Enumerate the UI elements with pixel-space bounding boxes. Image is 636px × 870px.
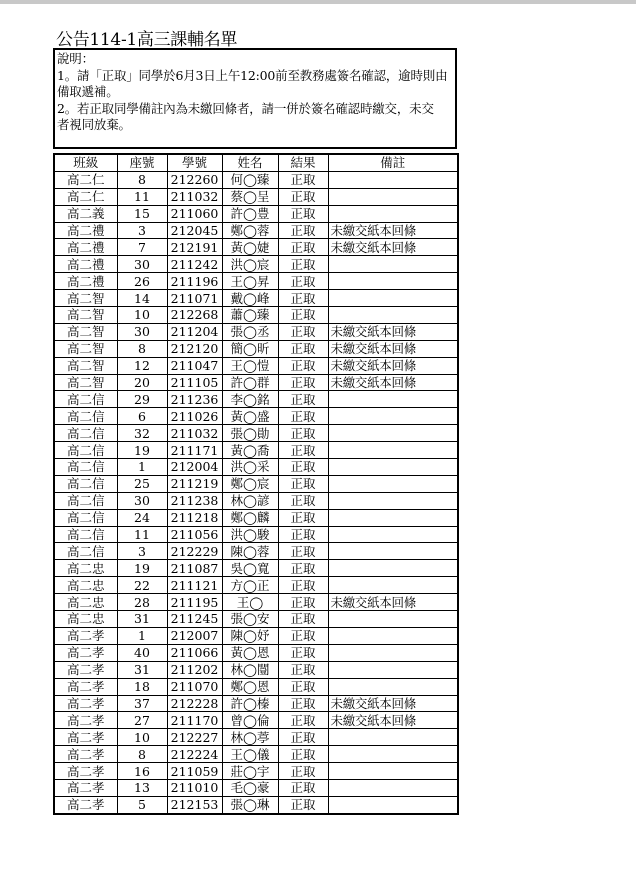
header-seat: 座號 [117, 154, 167, 171]
student-id-cell: 211032 [167, 188, 222, 205]
result-cell: 正取 [278, 712, 328, 729]
remark-cell: 未繳交紙本回條 [328, 222, 458, 239]
class-cell: 高二智 [54, 340, 117, 357]
result-cell: 正取 [278, 746, 328, 763]
table-row [54, 796, 458, 813]
result-cell: 正取 [278, 391, 328, 408]
result-cell: 正取 [278, 475, 328, 492]
remark-cell [328, 763, 458, 780]
result-cell: 正取 [278, 627, 328, 644]
result-cell: 正取 [278, 543, 328, 560]
remark-cell [328, 560, 458, 577]
student-id-cell: 211060 [167, 205, 222, 222]
result-cell: 正取 [278, 340, 328, 357]
name-cell: 洪◯采 [222, 459, 278, 476]
result-cell: 正取 [278, 256, 328, 273]
notes-line: 備取遞補。 [57, 84, 119, 99]
result-cell: 正取 [278, 307, 328, 324]
class-cell: 高二忠 [54, 594, 117, 611]
student-id-cell: 211202 [167, 661, 222, 678]
seat-cell: 1 [117, 459, 167, 476]
result-cell: 正取 [278, 408, 328, 425]
table-row [54, 779, 458, 796]
notes-line: 2。若正取同學備註內為未繳回條者，請一併於簽名確認時繳交，未交 [57, 100, 434, 116]
result-cell: 正取 [278, 374, 328, 391]
header-student-id: 學號 [167, 154, 222, 171]
seat-cell: 5 [117, 796, 167, 813]
class-cell: 高二仁 [54, 188, 117, 205]
seat-cell: 28 [117, 594, 167, 611]
seat-cell: 30 [117, 323, 167, 340]
remark-cell [328, 442, 458, 459]
class-cell: 高二智 [54, 357, 117, 374]
name-cell: 鄭◯恩 [222, 678, 278, 695]
student-id-cell: 211245 [167, 611, 222, 628]
result-cell: 正取 [278, 357, 328, 374]
result-cell: 正取 [278, 644, 328, 661]
result-cell: 正取 [278, 611, 328, 628]
remark-cell [328, 611, 458, 628]
result-cell: 正取 [278, 188, 328, 205]
seat-cell: 29 [117, 391, 167, 408]
remark-cell [328, 188, 458, 205]
table-header-row [54, 154, 458, 171]
seat-cell: 3 [117, 543, 167, 560]
class-cell: 高二智 [54, 290, 117, 307]
class-cell: 高二智 [54, 374, 117, 391]
name-cell: 鄭◯蓉 [222, 222, 278, 239]
result-cell: 正取 [278, 171, 328, 188]
remark-cell: 未繳交紙本回條 [328, 340, 458, 357]
name-cell: 黃◯婕 [222, 239, 278, 256]
class-cell: 高二孝 [54, 729, 117, 746]
student-id-cell: 212045 [167, 222, 222, 239]
name-cell: 黃◯盛 [222, 408, 278, 425]
seat-cell: 26 [117, 273, 167, 290]
remark-cell [328, 644, 458, 661]
table-row [54, 627, 458, 644]
result-cell: 正取 [278, 526, 328, 543]
seat-cell: 8 [117, 340, 167, 357]
seat-cell: 20 [117, 374, 167, 391]
name-cell: 黃◯喬 [222, 442, 278, 459]
remark-cell: 未繳交紙本回條 [328, 357, 458, 374]
table-row [54, 695, 458, 712]
name-cell: 王◯愷 [222, 357, 278, 374]
student-id-cell: 211056 [167, 526, 222, 543]
remark-cell [328, 205, 458, 222]
class-cell: 高二孝 [54, 661, 117, 678]
remark-cell: 未繳交紙本回條 [328, 239, 458, 256]
table-row [54, 509, 458, 526]
result-cell: 正取 [278, 239, 328, 256]
remark-cell [328, 661, 458, 678]
name-cell: 林◯諺 [222, 492, 278, 509]
table-row [54, 374, 458, 391]
table-row [54, 442, 458, 459]
name-cell: 王◯儀 [222, 746, 278, 763]
seat-cell: 30 [117, 492, 167, 509]
name-cell: 王◯昇 [222, 273, 278, 290]
name-cell: 方◯正 [222, 577, 278, 594]
name-cell: 莊◯宇 [222, 763, 278, 780]
seat-cell: 8 [117, 746, 167, 763]
table-row [54, 577, 458, 594]
name-cell: 毛◯豪 [222, 779, 278, 796]
student-id-cell: 212191 [167, 239, 222, 256]
class-cell: 高二孝 [54, 644, 117, 661]
viewer-top-border [0, 0, 636, 4]
table-row [54, 678, 458, 695]
result-cell: 正取 [278, 205, 328, 222]
table-row [54, 323, 458, 340]
remark-cell [328, 543, 458, 560]
name-cell: 林◯闓 [222, 661, 278, 678]
name-cell: 許◯榛 [222, 695, 278, 712]
name-cell: 曾◯倫 [222, 712, 278, 729]
seat-cell: 8 [117, 171, 167, 188]
table-row [54, 526, 458, 543]
table-row [54, 290, 458, 307]
table-row [54, 188, 458, 205]
seat-cell: 14 [117, 290, 167, 307]
student-id-cell: 211236 [167, 391, 222, 408]
class-cell: 高二孝 [54, 796, 117, 813]
remark-cell [328, 678, 458, 695]
student-id-cell: 211010 [167, 779, 222, 796]
remark-cell [328, 746, 458, 763]
seat-cell: 32 [117, 425, 167, 442]
table-row [54, 256, 458, 273]
student-id-cell: 212228 [167, 695, 222, 712]
class-cell: 高二信 [54, 408, 117, 425]
result-cell: 正取 [278, 779, 328, 796]
notes-line: 說明： [57, 51, 94, 66]
result-cell: 正取 [278, 729, 328, 746]
class-cell: 高二忠 [54, 577, 117, 594]
student-id-cell: 211105 [167, 374, 222, 391]
class-cell: 高二孝 [54, 763, 117, 780]
seat-cell: 6 [117, 408, 167, 425]
student-id-cell: 211121 [167, 577, 222, 594]
remark-cell: 未繳交紙本回條 [328, 695, 458, 712]
class-cell: 高二信 [54, 425, 117, 442]
table-row [54, 729, 458, 746]
header-class: 班級 [54, 154, 117, 171]
name-cell: 洪◯駿 [222, 526, 278, 543]
table-row [54, 171, 458, 188]
seat-cell: 11 [117, 526, 167, 543]
table-row [54, 273, 458, 290]
header-remark: 備註 [328, 154, 458, 171]
class-cell: 高二孝 [54, 712, 117, 729]
class-cell: 高二信 [54, 442, 117, 459]
name-cell: 陳◯妤 [222, 627, 278, 644]
student-id-cell: 211066 [167, 644, 222, 661]
seat-cell: 25 [117, 475, 167, 492]
name-cell: 王◯ [222, 594, 278, 611]
seat-cell: 40 [117, 644, 167, 661]
seat-cell: 37 [117, 695, 167, 712]
class-cell: 高二孝 [54, 678, 117, 695]
name-cell: 簡◯昕 [222, 340, 278, 357]
table-row [54, 357, 458, 374]
class-cell: 高二信 [54, 459, 117, 476]
header-result: 結果 [278, 154, 328, 171]
class-cell: 高二信 [54, 509, 117, 526]
result-cell: 正取 [278, 594, 328, 611]
seat-cell: 24 [117, 509, 167, 526]
result-cell: 正取 [278, 661, 328, 678]
remark-cell [328, 256, 458, 273]
class-cell: 高二禮 [54, 222, 117, 239]
seat-cell: 18 [117, 678, 167, 695]
name-cell: 張◯安 [222, 611, 278, 628]
seat-cell: 16 [117, 763, 167, 780]
name-cell: 許◯群 [222, 374, 278, 391]
table-row [54, 307, 458, 324]
name-cell: 黃◯恩 [222, 644, 278, 661]
table-row [54, 594, 458, 611]
name-cell: 蕭◯臻 [222, 307, 278, 324]
notes-line: 者視同放棄。 [57, 117, 131, 132]
remark-cell [328, 307, 458, 324]
student-id-cell: 211070 [167, 678, 222, 695]
table-row [54, 611, 458, 628]
remark-cell: 未繳交紙本回條 [328, 323, 458, 340]
remark-cell: 未繳交紙本回條 [328, 374, 458, 391]
class-cell: 高二智 [54, 323, 117, 340]
remark-cell [328, 391, 458, 408]
student-id-cell: 212120 [167, 340, 222, 357]
seat-cell: 3 [117, 222, 167, 239]
result-cell: 正取 [278, 492, 328, 509]
remark-cell [328, 627, 458, 644]
student-id-cell: 212153 [167, 796, 222, 813]
notes-line: 1。請「正取」同學於6月3日上午12:00前至教務處簽名確認，逾時則由 [57, 67, 448, 83]
name-cell: 張◯琳 [222, 796, 278, 813]
header-name: 姓名 [222, 154, 278, 171]
remark-cell [328, 577, 458, 594]
seat-cell: 7 [117, 239, 167, 256]
student-id-cell: 212224 [167, 746, 222, 763]
class-cell: 高二信 [54, 391, 117, 408]
student-id-cell: 212260 [167, 171, 222, 188]
result-cell: 正取 [278, 425, 328, 442]
seat-cell: 13 [117, 779, 167, 796]
result-cell: 正取 [278, 577, 328, 594]
student-id-cell: 211218 [167, 509, 222, 526]
result-cell: 正取 [278, 695, 328, 712]
remark-cell [328, 509, 458, 526]
seat-cell: 22 [117, 577, 167, 594]
student-id-cell: 212229 [167, 543, 222, 560]
class-cell: 高二信 [54, 492, 117, 509]
class-cell: 高二孝 [54, 627, 117, 644]
student-id-cell: 211071 [167, 290, 222, 307]
seat-cell: 11 [117, 188, 167, 205]
class-cell: 高二孝 [54, 746, 117, 763]
remark-cell [328, 459, 458, 476]
class-cell: 高二禮 [54, 239, 117, 256]
result-cell: 正取 [278, 796, 328, 813]
seat-cell: 30 [117, 256, 167, 273]
result-cell: 正取 [278, 560, 328, 577]
name-cell: 鄭◯麟 [222, 509, 278, 526]
result-cell: 正取 [278, 442, 328, 459]
student-id-cell: 211032 [167, 425, 222, 442]
student-id-cell: 211196 [167, 273, 222, 290]
notes-box [53, 48, 457, 149]
name-cell: 林◯葶 [222, 729, 278, 746]
name-cell: 吳◯寬 [222, 560, 278, 577]
result-cell: 正取 [278, 763, 328, 780]
table-row [54, 746, 458, 763]
student-id-cell: 211219 [167, 475, 222, 492]
remark-cell [328, 171, 458, 188]
class-cell: 高二智 [54, 307, 117, 324]
student-id-cell: 212007 [167, 627, 222, 644]
table-row [54, 492, 458, 509]
result-cell: 正取 [278, 222, 328, 239]
remark-cell [328, 796, 458, 813]
document-title: 公告114-1高三課輔名單 [56, 30, 238, 50]
table-row [54, 205, 458, 222]
seat-cell: 27 [117, 712, 167, 729]
result-cell: 正取 [278, 459, 328, 476]
remark-cell: 未繳交紙本回條 [328, 712, 458, 729]
name-cell: 鄭◯宸 [222, 475, 278, 492]
class-cell: 高二信 [54, 526, 117, 543]
name-cell: 戴◯峰 [222, 290, 278, 307]
class-cell: 高二禮 [54, 256, 117, 273]
remark-cell [328, 425, 458, 442]
table-row [54, 543, 458, 560]
result-cell: 正取 [278, 509, 328, 526]
table-row [54, 644, 458, 661]
class-cell: 高二禮 [54, 273, 117, 290]
result-cell: 正取 [278, 273, 328, 290]
table-row [54, 340, 458, 357]
student-id-cell: 211059 [167, 763, 222, 780]
result-cell: 正取 [278, 290, 328, 307]
table-body [54, 171, 458, 813]
student-id-cell: 211047 [167, 357, 222, 374]
student-id-cell: 211026 [167, 408, 222, 425]
student-id-cell: 211171 [167, 442, 222, 459]
name-cell: 張◯丞 [222, 323, 278, 340]
name-cell: 何◯臻 [222, 171, 278, 188]
name-cell: 張◯勛 [222, 425, 278, 442]
remark-cell [328, 290, 458, 307]
remark-cell: 未繳交紙本回條 [328, 594, 458, 611]
seat-cell: 10 [117, 307, 167, 324]
table-row [54, 459, 458, 476]
name-cell: 洪◯宸 [222, 256, 278, 273]
table-row [54, 661, 458, 678]
table-row [54, 391, 458, 408]
remark-cell [328, 492, 458, 509]
table-row [54, 222, 458, 239]
name-cell: 許◯豊 [222, 205, 278, 222]
result-cell: 正取 [278, 323, 328, 340]
table-row [54, 712, 458, 729]
seat-cell: 31 [117, 611, 167, 628]
class-cell: 高二孝 [54, 695, 117, 712]
seat-cell: 19 [117, 560, 167, 577]
student-id-cell: 211087 [167, 560, 222, 577]
remark-cell [328, 729, 458, 746]
table-row [54, 475, 458, 492]
table-row [54, 425, 458, 442]
class-cell: 高二忠 [54, 560, 117, 577]
remark-cell [328, 526, 458, 543]
student-id-cell: 212004 [167, 459, 222, 476]
name-cell: 蔡◯呈 [222, 188, 278, 205]
student-id-cell: 212268 [167, 307, 222, 324]
name-cell: 陳◯蓉 [222, 543, 278, 560]
table-row [54, 560, 458, 577]
remark-cell [328, 273, 458, 290]
class-cell: 高二義 [54, 205, 117, 222]
seat-cell: 31 [117, 661, 167, 678]
student-id-cell: 211195 [167, 594, 222, 611]
student-id-cell: 211242 [167, 256, 222, 273]
remark-cell [328, 408, 458, 425]
roster-table [53, 153, 459, 815]
student-id-cell: 211238 [167, 492, 222, 509]
seat-cell: 12 [117, 357, 167, 374]
seat-cell: 1 [117, 627, 167, 644]
student-id-cell: 211204 [167, 323, 222, 340]
name-cell: 李◯銘 [222, 391, 278, 408]
seat-cell: 10 [117, 729, 167, 746]
class-cell: 高二孝 [54, 779, 117, 796]
table-row [54, 408, 458, 425]
student-id-cell: 212227 [167, 729, 222, 746]
result-cell: 正取 [278, 678, 328, 695]
class-cell: 高二信 [54, 543, 117, 560]
table-row [54, 763, 458, 780]
class-cell: 高二忠 [54, 611, 117, 628]
remark-cell [328, 475, 458, 492]
remark-cell [328, 779, 458, 796]
table-row [54, 239, 458, 256]
student-id-cell: 211170 [167, 712, 222, 729]
class-cell: 高二信 [54, 475, 117, 492]
seat-cell: 19 [117, 442, 167, 459]
class-cell: 高二仁 [54, 171, 117, 188]
seat-cell: 15 [117, 205, 167, 222]
